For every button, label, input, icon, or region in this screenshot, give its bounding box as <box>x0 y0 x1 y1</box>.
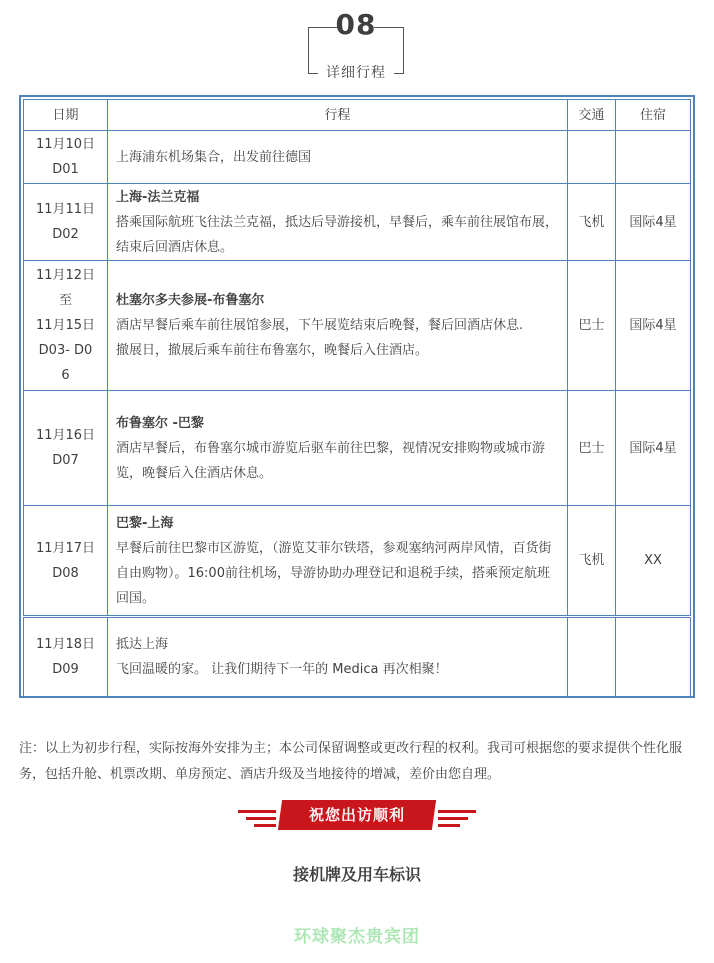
banner-text: 祝您出访顺利 <box>308 806 405 824</box>
plan-text: 飞回温暖的家。 让我们期待下一年的 Medica 再次相聚！ <box>116 662 448 677</box>
date-line: 11月17日 <box>35 540 96 556</box>
hotel-cell: 国际4星 <box>616 391 691 506</box>
banner-stripe <box>438 810 476 813</box>
hotel-cell: 国际4星 <box>616 261 691 391</box>
date-cell <box>24 184 108 261</box>
date-line: 11月15日 <box>35 318 96 333</box>
table-row <box>24 261 691 391</box>
date-line: 至 <box>58 293 72 308</box>
table-row <box>24 184 691 261</box>
plan-title: 杜塞尔多夫参展-布鲁塞尔 <box>116 293 265 308</box>
date-line: 11月16日 <box>35 428 96 443</box>
date-cell <box>24 506 108 617</box>
table-header-row <box>24 100 691 131</box>
plan-text: 撤展日，撤展后乘车前往布鲁塞尔，晚餐后入住酒店。 <box>116 343 429 358</box>
day-code: D07 <box>52 453 79 468</box>
plan-text: 上海浦东机场集合，出发前往德国 <box>116 149 312 165</box>
table-row <box>24 391 691 506</box>
wish-banner <box>238 800 476 834</box>
date-line: 11月11日 <box>35 202 96 217</box>
header-hotel: 住宿 <box>616 100 691 131</box>
date-cell <box>24 261 108 391</box>
section-number: 08 <box>335 8 377 41</box>
header-transport: 交通 <box>568 100 616 131</box>
day-code: D08 <box>52 565 79 581</box>
banner-stripe <box>254 824 276 827</box>
banner-stripe <box>438 824 460 827</box>
date-cell <box>24 391 108 506</box>
plan-cell <box>108 131 568 184</box>
plan-text: 抵达上海 <box>116 637 169 652</box>
sign-heading: 接机牌及用车标识 <box>292 865 421 884</box>
banner-stripe <box>438 817 468 820</box>
plan-cell <box>108 617 568 697</box>
table-row <box>24 131 691 184</box>
section-header <box>300 6 412 80</box>
banner-stripe <box>238 810 276 813</box>
itinerary-note: 注：以上为初步行程，实际按海外安排为主；本公司保留调整或更改行程的权利。我司可根据您的要求提供个性化服务，包括升舱、机票改期、单房预定、酒店升级及当地接待的增减，差价由您自理。 <box>19 741 683 782</box>
plan-cell <box>108 184 568 261</box>
date-cell <box>24 131 108 184</box>
date-cell <box>24 617 108 697</box>
transport-cell: 巴士 <box>568 391 616 506</box>
plan-cell <box>108 261 568 391</box>
itinerary-table <box>23 99 691 697</box>
hotel-cell <box>616 131 691 184</box>
itinerary-table-frame <box>19 95 695 698</box>
header-plan: 行程 <box>108 100 568 131</box>
group-name: 环球聚杰贵宾团 <box>294 927 420 947</box>
header-date: 日期 <box>24 100 108 131</box>
transport-cell: 巴士 <box>568 261 616 391</box>
transport-cell <box>568 617 616 697</box>
date-line: 11月18日 <box>35 637 96 652</box>
transport-cell <box>568 131 616 184</box>
banner-stripe <box>246 817 276 820</box>
transport-cell: 飞机 <box>568 184 616 261</box>
plan-title: 上海-法兰克福 <box>116 189 200 205</box>
plan-cell <box>108 391 568 506</box>
plan-title: 巴黎-上海 <box>116 515 174 531</box>
hotel-cell: XX <box>616 506 691 617</box>
hotel-cell <box>616 617 691 697</box>
date-line: 11月10日 <box>35 137 96 152</box>
section-title: 详细行程 <box>326 65 386 81</box>
day-code: D03- D0 <box>38 343 93 358</box>
plan-cell <box>108 506 568 617</box>
plan-text: 早餐后前往巴黎市区游览，（游览艾菲尔铁塔，参观塞纳河两岸风情，百货街自由购物）。16:00前往机场，导游协助办理登记和退税手续，搭乘预定航班回国。 <box>116 540 552 606</box>
plan-text: 酒店早餐后乘车前往展馆参展，下午展览结束后晚餐，餐后回酒店休息. <box>116 318 524 333</box>
plan-text: 酒店早餐后，布鲁塞尔城市游览后驱车前往巴黎，视情况安排购物或城市游览，晚餐后入住酒店休息。 <box>116 440 546 481</box>
day-code: D09 <box>52 662 79 677</box>
day-code: 6 <box>61 368 70 383</box>
table-row <box>24 506 691 617</box>
day-code: D02 <box>52 227 79 242</box>
plan-title: 布鲁塞尔 -巴黎 <box>116 415 204 431</box>
day-code: D01 <box>52 162 79 177</box>
transport-cell: 飞机 <box>568 506 616 617</box>
table-row <box>24 617 691 697</box>
plan-text: 搭乘国际航班飞往法兰克福，抵达后导游接机，早餐后，乘车前往展馆布展，结束后回酒店休息。 <box>116 214 559 255</box>
date-line: 11月12日 <box>35 268 96 283</box>
hotel-cell: 国际4星 <box>616 184 691 261</box>
